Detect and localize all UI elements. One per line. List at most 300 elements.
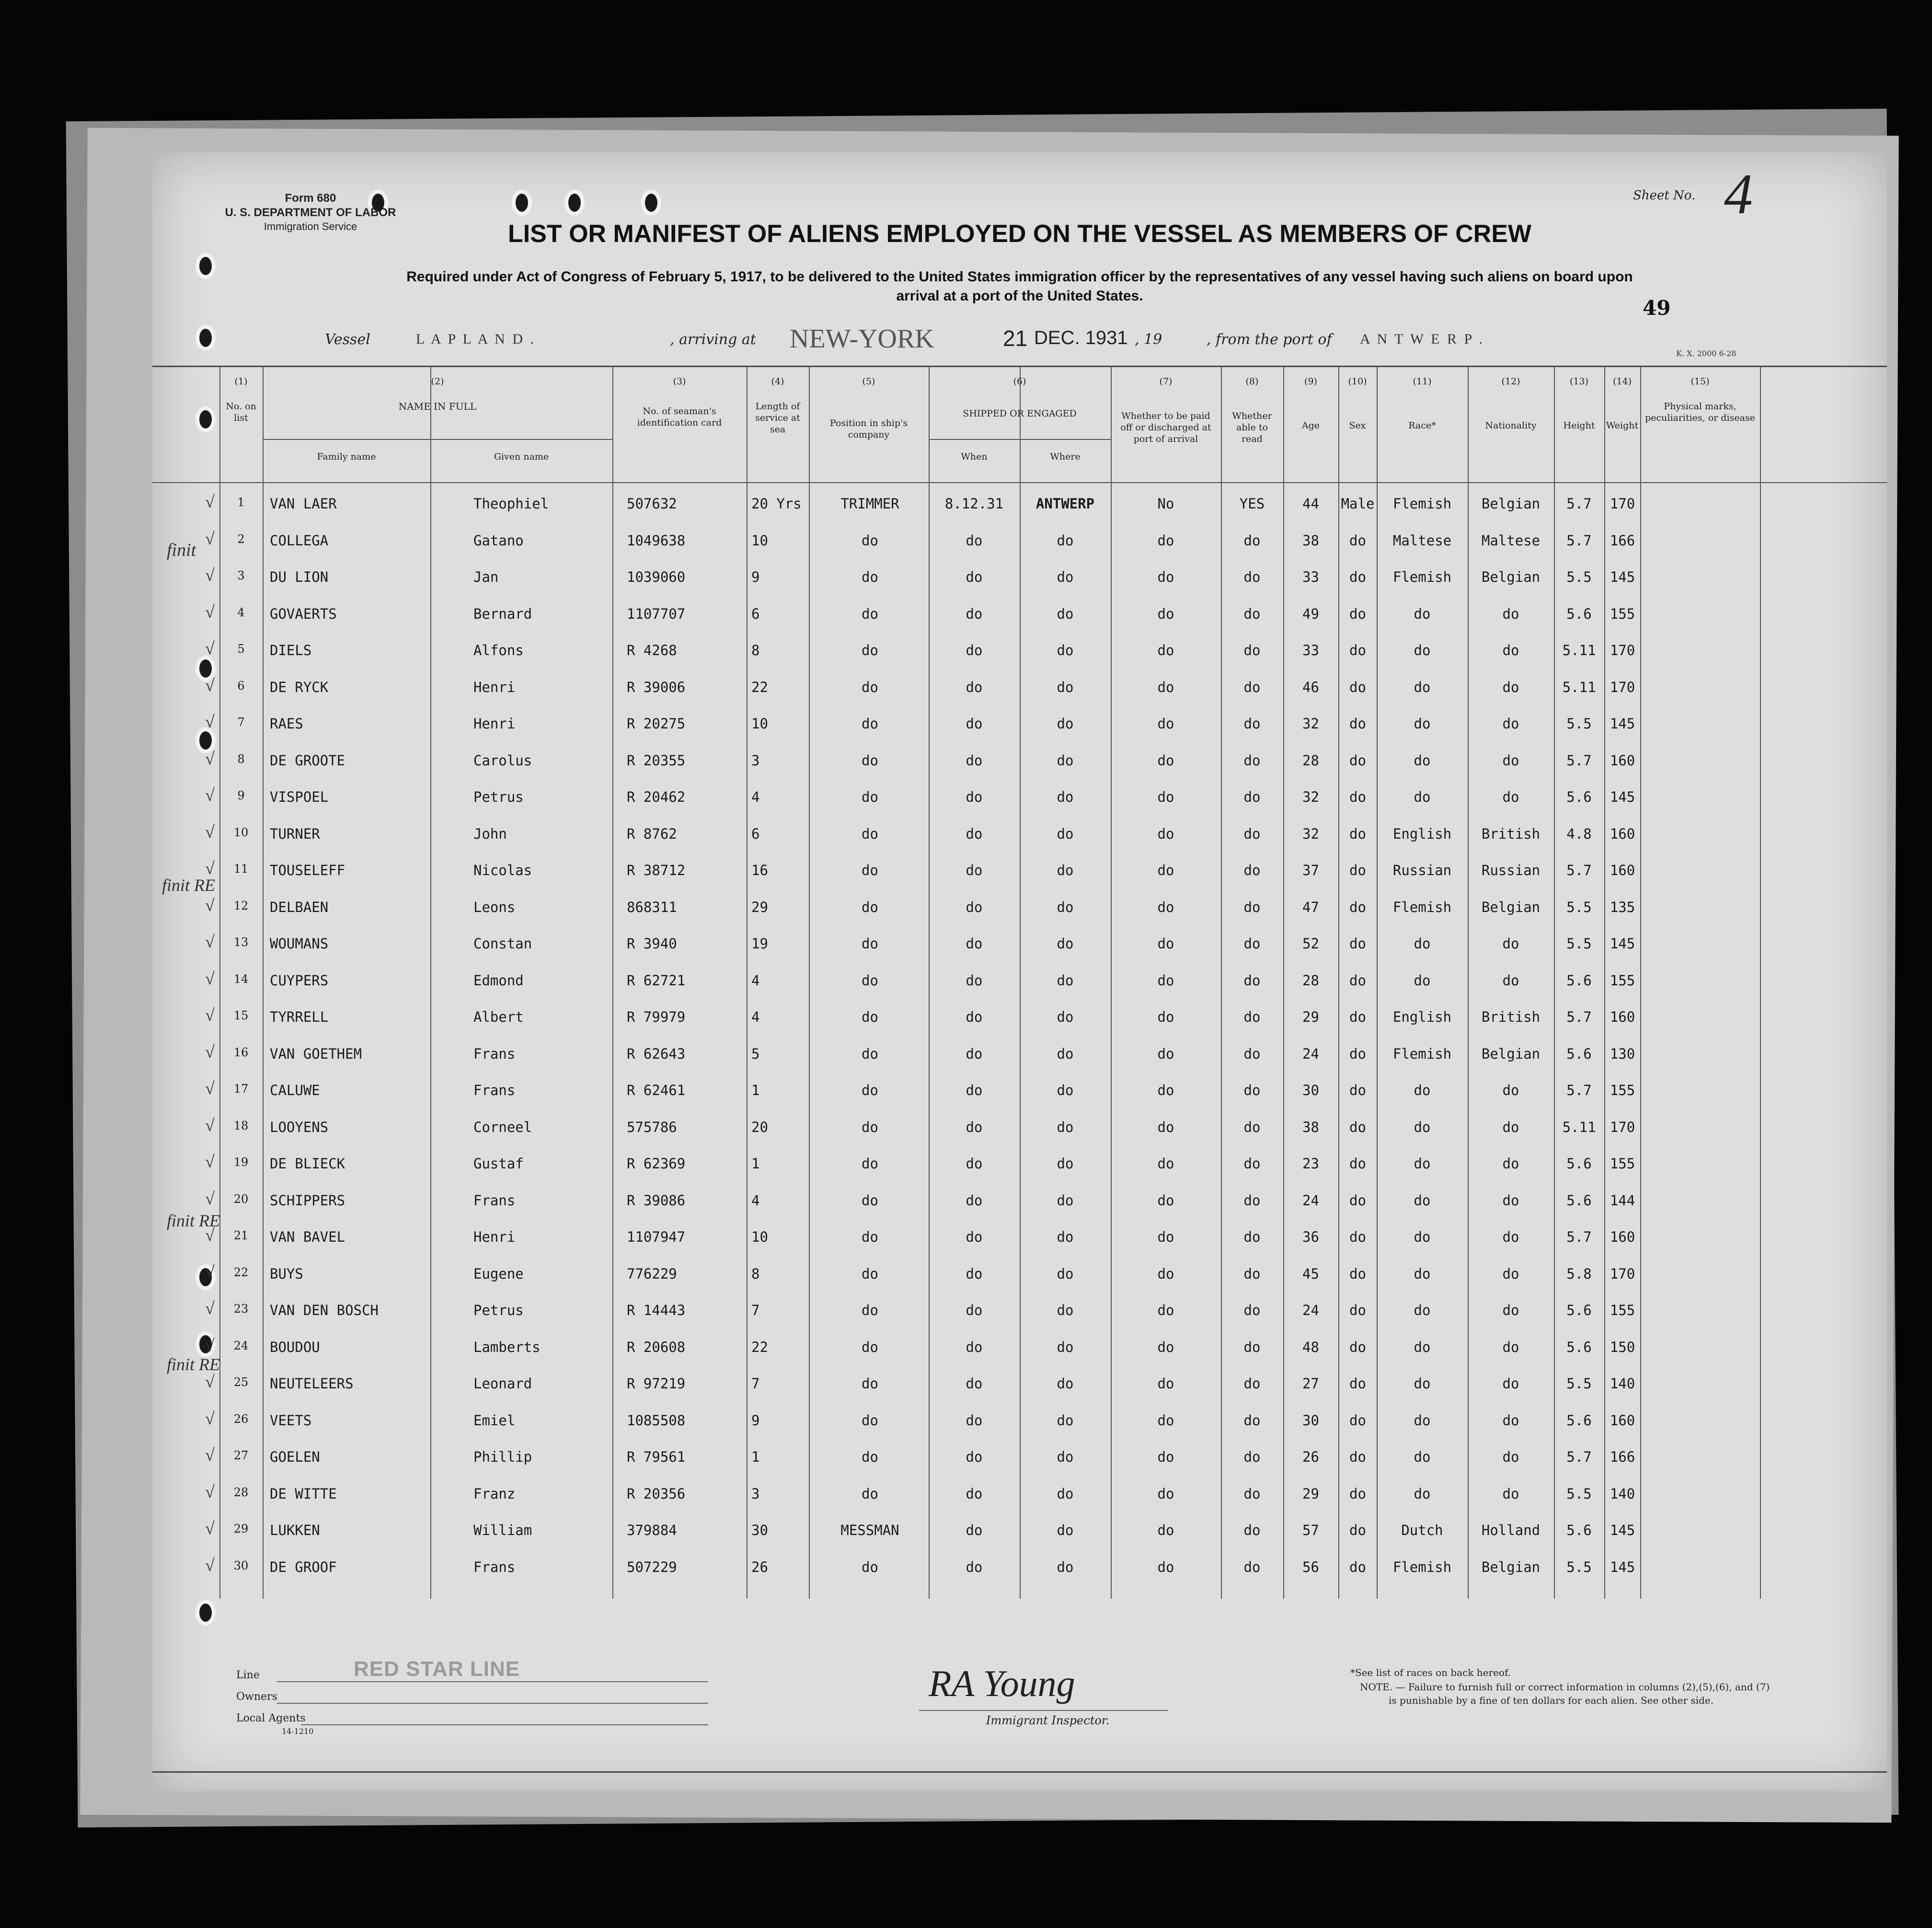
- nationality: Belgian: [1481, 496, 1541, 512]
- age: 46: [1302, 679, 1319, 695]
- sex: do: [1349, 716, 1366, 732]
- race: Maltese: [1392, 532, 1452, 549]
- id-card-number: R 62369: [627, 1155, 686, 1172]
- table-row: [152, 744, 1887, 780]
- able-to-read: do: [1243, 605, 1261, 622]
- nationality: do: [1502, 789, 1519, 805]
- arriving-label: , arriving at: [670, 331, 756, 348]
- table-row: [152, 854, 1887, 889]
- weight: 155: [1610, 605, 1635, 622]
- race: do: [1414, 1375, 1431, 1392]
- weight: 145: [1610, 1559, 1635, 1575]
- inspector-label: Immigrant Inspector.: [986, 1714, 1110, 1727]
- paid-off: do: [1157, 1265, 1174, 1282]
- manifest-subtitle: arrival at a port of the United States.: [896, 288, 1143, 304]
- col-number: (15): [1690, 376, 1710, 387]
- ship-position: do: [862, 1265, 878, 1282]
- race: do: [1414, 789, 1431, 805]
- table-row: [152, 1037, 1887, 1073]
- given-name: Jan: [473, 569, 499, 585]
- check-mark: √: [205, 822, 215, 842]
- table-row: [152, 597, 1887, 633]
- nationality: do: [1502, 1229, 1519, 1245]
- year-label: , 19: [1135, 331, 1162, 348]
- voyage-line: [152, 324, 1887, 356]
- age: 52: [1302, 935, 1319, 952]
- id-card-number: 379884: [627, 1522, 677, 1538]
- height: 5.6: [1566, 1412, 1592, 1429]
- height: 5.7: [1566, 1082, 1592, 1098]
- height: 5.6: [1566, 789, 1592, 805]
- row-number: 18: [233, 1119, 249, 1132]
- check-mark: √: [205, 1005, 215, 1025]
- family-name: VAN LAER: [270, 496, 337, 512]
- ship-position: MESSMAN: [840, 1522, 899, 1538]
- able-to-read: do: [1243, 1009, 1261, 1025]
- check-mark: √: [205, 1519, 215, 1538]
- paid-off: do: [1157, 825, 1174, 842]
- nationality: do: [1502, 605, 1519, 622]
- height: 5.7: [1566, 752, 1592, 769]
- engaged-when: 8.12.31: [944, 496, 1004, 512]
- height: 5.11: [1562, 642, 1596, 658]
- able-to-read: do: [1243, 1522, 1261, 1538]
- sex: do: [1349, 1082, 1366, 1098]
- nationality-heading: Nationality: [1485, 420, 1537, 431]
- engaged-when: do: [966, 716, 983, 732]
- height: 5.7: [1566, 1009, 1592, 1025]
- manifest-subtitle: Required under Act of Congress of February 5, 1917, to be delivered to the United States immigration officer by the representatives of any vessel having such aliens on board upon: [406, 269, 1633, 285]
- row-number: 13: [233, 935, 249, 949]
- paid-off: do: [1157, 569, 1174, 585]
- check-mark: √: [205, 1482, 215, 1501]
- engaged-where: do: [1057, 1155, 1074, 1172]
- nationality: do: [1502, 716, 1519, 732]
- table-row: [152, 707, 1887, 743]
- family-name: DIELS: [270, 642, 312, 658]
- id-card-number: R 62721: [627, 972, 686, 989]
- engaged-when: do: [966, 1302, 983, 1318]
- able-to-read: do: [1243, 1302, 1261, 1318]
- engaged-where: do: [1057, 1449, 1074, 1465]
- age: 24: [1302, 1302, 1319, 1318]
- length-of-service: 9: [751, 1412, 760, 1429]
- family-name: BOUDOU: [270, 1339, 320, 1355]
- family-name-heading: Family name: [317, 451, 376, 462]
- engaged-where: do: [1057, 642, 1074, 658]
- engaged-where: do: [1057, 1559, 1074, 1575]
- ship-position: do: [862, 935, 878, 952]
- given-name: Henri: [473, 1229, 516, 1245]
- length-of-service: 4: [751, 1192, 760, 1209]
- weight: 145: [1610, 935, 1635, 952]
- weight: 145: [1610, 569, 1635, 585]
- col-number: (13): [1569, 376, 1588, 387]
- ship-position: do: [862, 532, 878, 549]
- weight: 155: [1610, 1082, 1635, 1098]
- given-name: Carolus: [473, 752, 532, 769]
- given-name: Frans: [473, 1082, 516, 1098]
- race: do: [1414, 1449, 1431, 1465]
- length-of-service: 1: [751, 1449, 760, 1465]
- able-to-read: do: [1243, 1229, 1261, 1245]
- race: Flemish: [1392, 569, 1452, 585]
- weight: 170: [1610, 642, 1635, 658]
- paid-off: do: [1157, 899, 1174, 915]
- given-name: Henri: [473, 716, 516, 732]
- signature-rule: [919, 1710, 1168, 1711]
- name-in-full-heading: NAME IN FULL: [398, 401, 477, 412]
- check-mark: √: [205, 859, 215, 878]
- height: 5.7: [1566, 496, 1592, 512]
- id-card-number: 1107707: [627, 605, 686, 622]
- form-number: Form 680: [285, 192, 336, 205]
- nationality: do: [1502, 935, 1519, 952]
- weight: 155: [1610, 1155, 1635, 1172]
- weight: 160: [1610, 1009, 1635, 1025]
- given-name: Phillip: [473, 1449, 532, 1465]
- weight: 170: [1610, 1265, 1635, 1282]
- paid-off: do: [1157, 1229, 1174, 1245]
- check-mark: √: [205, 749, 215, 768]
- length-of-service: 5: [751, 1045, 760, 1062]
- age: 28: [1302, 752, 1319, 769]
- engaged-when: do: [966, 1559, 983, 1575]
- ship-position: do: [862, 1559, 878, 1575]
- no-on-list-heading: No. on list: [226, 401, 256, 423]
- race: English: [1392, 825, 1452, 842]
- height: 5.6: [1566, 1155, 1592, 1172]
- id-card-number: R 39086: [627, 1192, 686, 1209]
- arrival-day: 21: [1003, 326, 1028, 351]
- check-mark: √: [205, 1225, 215, 1245]
- col-number: (7): [1159, 376, 1173, 387]
- sex: do: [1349, 752, 1366, 769]
- paid-off: do: [1157, 605, 1174, 622]
- age: 27: [1302, 1375, 1319, 1392]
- position-heading: Position in ship's company: [829, 418, 908, 440]
- age: 30: [1302, 1082, 1319, 1098]
- col-number: (9): [1304, 376, 1317, 387]
- row-number: 24: [233, 1339, 249, 1352]
- given-name: William: [473, 1522, 532, 1538]
- race: do: [1414, 1265, 1431, 1282]
- age: 32: [1302, 789, 1319, 805]
- paid-off: do: [1157, 935, 1174, 952]
- row-number: 4: [237, 605, 245, 619]
- able-to-read: do: [1243, 935, 1261, 952]
- row-number: 21: [233, 1229, 249, 1242]
- service-name: Immigration Service: [264, 220, 357, 232]
- family-name: DE WITTE: [270, 1485, 337, 1502]
- engaged-when: do: [966, 1339, 983, 1355]
- id-card-number: R 4268: [627, 642, 677, 658]
- race: do: [1414, 935, 1431, 952]
- weight: 170: [1610, 679, 1635, 695]
- able-to-read: do: [1243, 679, 1261, 695]
- family-name: DE GROOTE: [270, 752, 345, 769]
- paid-off: do: [1157, 642, 1174, 658]
- engaged-where: do: [1057, 1229, 1074, 1245]
- age: 36: [1302, 1229, 1319, 1245]
- engaged-where: do: [1057, 605, 1074, 622]
- col-number: (3): [673, 376, 686, 387]
- table-row: [152, 817, 1887, 853]
- family-name: SCHIPPERS: [270, 1192, 345, 1209]
- able-to-read: do: [1243, 569, 1261, 585]
- age: 24: [1302, 1045, 1319, 1062]
- sex: do: [1349, 935, 1366, 952]
- given-name: Frans: [473, 1192, 516, 1209]
- row-number: 17: [233, 1082, 249, 1096]
- paid-off: do: [1157, 1119, 1174, 1135]
- column-headings: [152, 367, 1887, 483]
- sex-heading: Sex: [1349, 420, 1366, 431]
- ship-position: do: [862, 569, 878, 585]
- height: 5.6: [1566, 1302, 1592, 1318]
- manifest-sheet: [152, 152, 1887, 1791]
- table-row: [152, 1110, 1887, 1146]
- engaged-where: do: [1057, 1045, 1074, 1062]
- able-to-read: do: [1243, 789, 1261, 805]
- sex: do: [1349, 862, 1366, 878]
- engaged-when: do: [966, 569, 983, 585]
- sex: do: [1349, 569, 1366, 585]
- able-to-read: do: [1243, 825, 1261, 842]
- paid-off: do: [1157, 1375, 1174, 1392]
- nationality: Russian: [1481, 862, 1541, 878]
- ship-position: do: [862, 642, 878, 658]
- check-mark: √: [205, 1555, 215, 1575]
- inspector-signature: RA Young: [929, 1662, 1075, 1704]
- length-of-service: 4: [751, 972, 760, 989]
- engaged-when: do: [966, 935, 983, 952]
- weight: 155: [1610, 972, 1635, 989]
- paid-off-heading: Whether to be paid off or discharged at port of arrival: [1120, 411, 1211, 444]
- nationality: Belgian: [1481, 1559, 1541, 1575]
- table-row: [152, 1440, 1887, 1476]
- given-name: Albert: [473, 1009, 524, 1025]
- race: Flemish: [1392, 899, 1452, 915]
- fine-note: NOTE. — Failure to furnish full or correct information in columns (2),(5),(6), and (7): [1360, 1681, 1770, 1693]
- race: do: [1414, 1192, 1431, 1209]
- id-card-number: 776229: [627, 1265, 677, 1282]
- length-of-service: 26: [751, 1559, 768, 1575]
- able-to-read: do: [1243, 1192, 1261, 1209]
- age: 26: [1302, 1449, 1319, 1465]
- able-to-read: do: [1243, 1485, 1261, 1502]
- sheet-number: 4: [1724, 162, 1753, 226]
- given-name: Leonard: [473, 1375, 532, 1392]
- ship-position: do: [862, 1155, 878, 1172]
- row-number: 6: [237, 679, 245, 693]
- length-of-service: 20 Yrs: [751, 496, 802, 512]
- nationality: do: [1502, 1449, 1519, 1465]
- family-name: RAES: [270, 716, 303, 732]
- engaged-when: do: [966, 825, 983, 842]
- height: 5.11: [1562, 1119, 1596, 1135]
- given-name: Nicolas: [473, 862, 532, 878]
- race: do: [1414, 1082, 1431, 1098]
- paid-off: do: [1157, 789, 1174, 805]
- id-card-number: 1107947: [627, 1229, 686, 1245]
- race: do: [1414, 1119, 1431, 1135]
- family-name: CUYPERS: [270, 972, 329, 989]
- paid-off: do: [1157, 1412, 1174, 1429]
- engaged-when: do: [966, 605, 983, 622]
- table-row: [152, 1147, 1887, 1183]
- weight: 166: [1610, 532, 1635, 549]
- height: 5.7: [1566, 862, 1592, 878]
- engaged-where: do: [1057, 1265, 1074, 1282]
- engaged-when: do: [966, 1155, 983, 1172]
- able-read-heading: Whether able to read: [1232, 411, 1272, 444]
- weight: 170: [1610, 496, 1635, 512]
- race: do: [1414, 1339, 1431, 1355]
- shipped-heading: SHIPPED OR ENGAGED: [963, 408, 1077, 419]
- id-card-number: R 97219: [627, 1375, 686, 1392]
- given-name: John: [473, 825, 507, 842]
- age: 38: [1302, 532, 1319, 549]
- arrival-month-year: DEC. 1931: [1034, 327, 1128, 348]
- paid-off: No: [1157, 496, 1174, 512]
- id-card-number: R 38712: [627, 862, 686, 878]
- col-number: (12): [1501, 376, 1520, 387]
- paid-off: do: [1157, 532, 1174, 549]
- age: 38: [1302, 1119, 1319, 1135]
- row-number: 19: [233, 1155, 249, 1169]
- when-heading: When: [961, 451, 988, 462]
- family-name: NEUTELEERS: [270, 1375, 354, 1392]
- sex: do: [1349, 1412, 1366, 1429]
- col-number: (1): [234, 376, 248, 387]
- ship-position: do: [862, 972, 878, 989]
- row-number: 1: [237, 496, 245, 509]
- table-row: [152, 560, 1887, 596]
- weight: 144: [1610, 1192, 1635, 1209]
- race-heading: Race*: [1408, 420, 1436, 431]
- row-number: 9: [237, 789, 245, 802]
- check-mark: √: [205, 1262, 215, 1281]
- family-name: DU LION: [270, 569, 329, 585]
- nationality: do: [1502, 1302, 1519, 1318]
- id-card-number: 1085508: [627, 1412, 686, 1429]
- given-name: Emiel: [473, 1412, 516, 1429]
- engaged-where: do: [1057, 935, 1074, 952]
- family-name: VISPOEL: [270, 789, 329, 805]
- nationality: Maltese: [1481, 532, 1541, 549]
- table-row: [152, 1293, 1887, 1329]
- row-number: 2: [237, 532, 245, 546]
- paid-off: do: [1157, 862, 1174, 878]
- able-to-read: do: [1243, 752, 1261, 769]
- ship-position: do: [862, 1119, 878, 1135]
- row-number: 25: [233, 1375, 249, 1389]
- table-row: [152, 1184, 1887, 1220]
- given-name: Gustaf: [473, 1155, 524, 1172]
- age: 29: [1302, 1009, 1319, 1025]
- age: 47: [1302, 899, 1319, 915]
- given-name: Bernard: [473, 605, 532, 622]
- id-card-number: R 79979: [627, 1009, 686, 1025]
- height: 5.5: [1566, 569, 1592, 585]
- ship-position: do: [862, 862, 878, 878]
- shipped-subheading-rule: [929, 439, 1111, 440]
- nationality: do: [1502, 679, 1519, 695]
- ship-position: do: [862, 1412, 878, 1429]
- check-mark: √: [205, 1335, 215, 1355]
- age: 37: [1302, 862, 1319, 878]
- ship-position: do: [862, 1229, 878, 1245]
- age: 44: [1302, 496, 1319, 512]
- paid-off: do: [1157, 1559, 1174, 1575]
- age: 24: [1302, 1192, 1319, 1209]
- sex: do: [1349, 1045, 1366, 1062]
- length-of-service: 3: [751, 1485, 760, 1502]
- sex: do: [1349, 679, 1366, 695]
- engaged-where: do: [1057, 679, 1074, 695]
- check-mark: √: [205, 1079, 215, 1098]
- vessel-label: Vessel: [325, 331, 370, 348]
- able-to-read: do: [1243, 899, 1261, 915]
- margin-note: finit RE: [167, 1211, 220, 1230]
- race: do: [1414, 716, 1431, 732]
- length-of-service: 6: [751, 825, 760, 842]
- table-row: [152, 1330, 1887, 1366]
- family-name: TYRRELL: [270, 1009, 329, 1025]
- races-note: *See list of races on back hereof.: [1350, 1667, 1511, 1678]
- race: do: [1414, 1155, 1431, 1172]
- id-card-number: 575786: [627, 1119, 677, 1135]
- row-number: 3: [237, 569, 245, 582]
- sex: do: [1349, 972, 1366, 989]
- nationality: British: [1481, 1009, 1541, 1025]
- row-number: 14: [233, 972, 249, 986]
- table-row: [152, 634, 1887, 670]
- table-row: [152, 1550, 1887, 1586]
- able-to-read: do: [1243, 1265, 1261, 1282]
- engaged-where: do: [1057, 899, 1074, 915]
- length-of-service: 4: [751, 1009, 760, 1025]
- able-to-read: do: [1243, 1449, 1261, 1465]
- owners-label: Owners: [236, 1691, 277, 1703]
- engaged-when: do: [966, 1265, 983, 1282]
- race: do: [1414, 679, 1431, 695]
- family-name: LOOYENS: [270, 1119, 329, 1135]
- age-heading: Age: [1301, 420, 1320, 431]
- sex: do: [1349, 1449, 1366, 1465]
- punch-hole: [641, 190, 661, 216]
- race: do: [1414, 1302, 1431, 1318]
- engaged-where: do: [1057, 1302, 1074, 1318]
- table-row: [152, 964, 1887, 1000]
- paid-off: do: [1157, 1522, 1174, 1538]
- height: 5.7: [1566, 1449, 1592, 1465]
- engaged-where: do: [1057, 972, 1074, 989]
- nationality: Belgian: [1481, 899, 1541, 915]
- id-card-number: R 14443: [627, 1302, 686, 1318]
- row-number: 20: [233, 1192, 249, 1206]
- race: Russian: [1392, 862, 1452, 878]
- length-of-service: 16: [751, 862, 768, 878]
- length-of-service: 29: [751, 899, 768, 915]
- height: 5.6: [1566, 1192, 1592, 1209]
- manifest-title: LIST OR MANIFEST OF ALIENS EMPLOYED ON THE VESSEL AS MEMBERS OF CREW: [508, 220, 1531, 248]
- height: 5.7: [1566, 1229, 1592, 1245]
- check-mark: √: [205, 1115, 215, 1135]
- id-card-number: R 20462: [627, 789, 686, 805]
- engaged-when: do: [966, 1192, 983, 1209]
